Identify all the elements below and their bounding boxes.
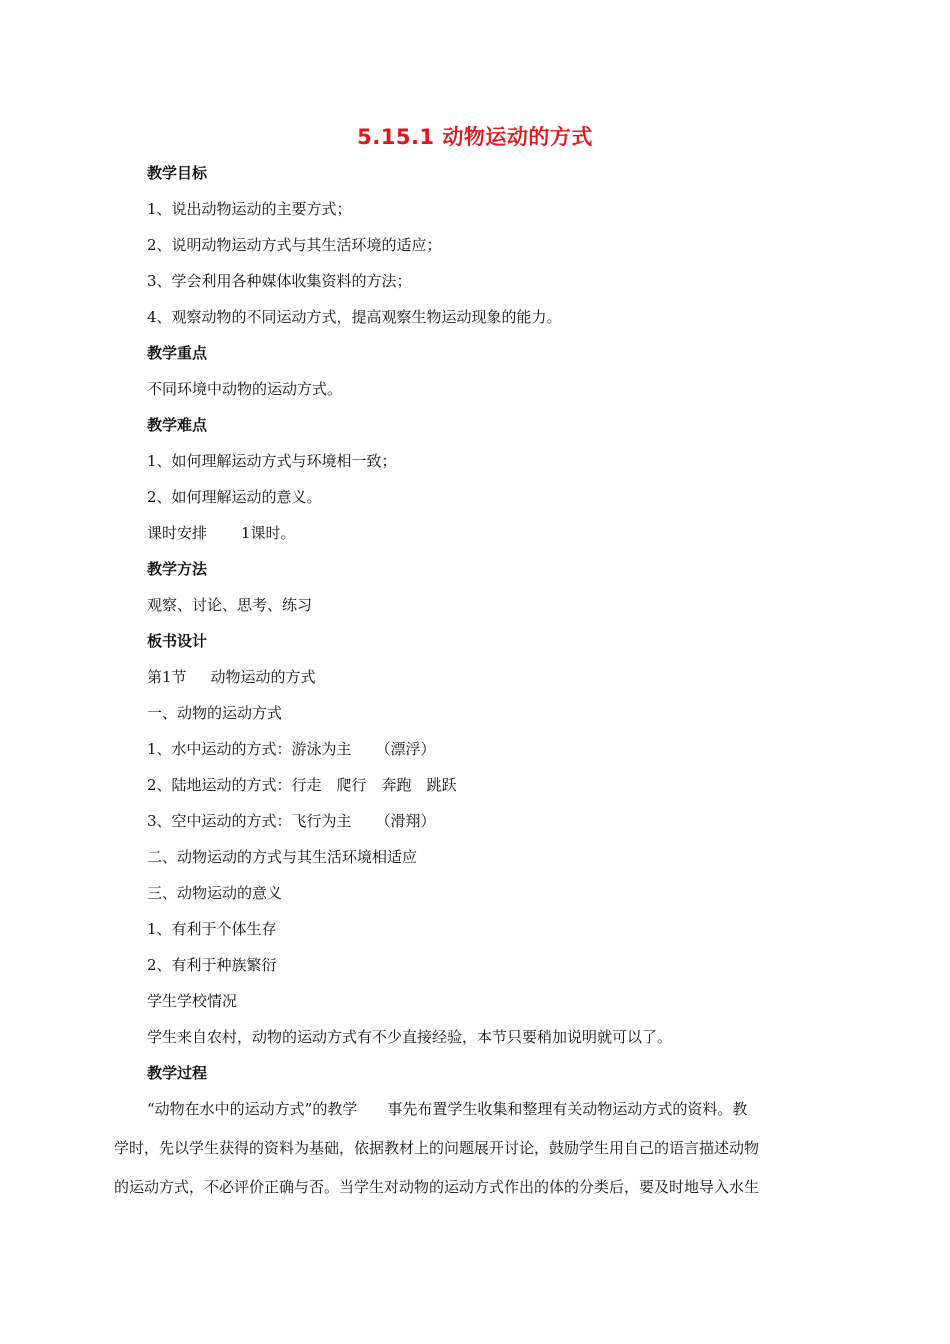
heading-teaching-goals: 教学目标: [147, 164, 208, 182]
difficulty-item-1: 1、如何理解运动方式与环境相一致；: [147, 452, 397, 470]
goal-item-3: 3、学会利用各种媒体收集资料的方法；: [147, 272, 412, 290]
board-water-text: 1、水中运动的方式：游泳为主: [147, 740, 352, 758]
process-paragraph-line-2: 学时，先以学生获得的资料为基础，依据教材上的问题展开讨论，鼓励学生用自己的语言描述动物: [114, 1139, 760, 1157]
board-item-water: [147, 739, 436, 759]
difficulty-item-2: 2、如何理解运动的意义。: [147, 488, 322, 506]
goal-item-2: 2、说明动物运动方式与其生活环境的适应；: [147, 236, 442, 254]
schedule-line: [147, 523, 296, 543]
process-para-1a: “动物在水中的运动方式”的教学: [147, 1100, 358, 1118]
heading-process: 教学过程: [147, 1064, 208, 1082]
heading-difficulties: 教学难点: [147, 416, 208, 434]
board-item-2: 二、动物运动的方式与其生活环境相适应: [147, 848, 418, 866]
board-item-air: [147, 811, 436, 831]
board-item-3: 三、动物运动的意义: [147, 884, 283, 902]
schedule-value: 1课时。: [241, 524, 296, 542]
process-para-1b: 事先布置学生收集和整理有关动物运动方式的资料。教: [387, 1100, 748, 1118]
board-air-note: （滑翔）: [375, 812, 436, 830]
key-point-text: 不同环境中动物的运动方式。: [147, 380, 343, 398]
student-situation-text: 学生来自农村，动物的运动方式有不少直接经验，本节只要稍加说明就可以了。: [147, 1028, 673, 1046]
board-item-land: 2、陆地运动的方式：行走 爬行 奔跑 跳跃: [147, 776, 457, 794]
goal-item-1: 1、说出动物运动的主要方式；: [147, 200, 352, 218]
process-paragraph-line-1: [147, 1099, 869, 1119]
board-item-1: 一、动物的运动方式: [147, 704, 283, 722]
heading-board-design: 板书设计: [147, 632, 208, 650]
heading-key-points: 教学重点: [147, 344, 208, 362]
board-air-text: 3、空中运动的方式：飞行为主: [147, 812, 352, 830]
board-section-number: 第1节: [147, 668, 187, 686]
board-meaning-2: 2、有利于种族繁衍: [147, 956, 277, 974]
board-water-note: （漂浮）: [375, 740, 436, 758]
schedule-label: 课时安排: [147, 524, 208, 542]
board-meaning-1: 1、有利于个体生存: [147, 920, 277, 938]
board-section-name: 动物运动的方式: [210, 668, 316, 686]
methods-text: 观察、讨论、思考、练习: [147, 596, 313, 614]
process-paragraph-line-3: 的运动方式，不必评价正确与否。当学生对动物的运动方式作出的体的分类后，要及时地导入水生: [114, 1178, 760, 1196]
document-title: 5.15.1 动物运动的方式: [357, 125, 593, 149]
goal-item-4: 4、观察动物的不同运动方式，提高观察生物运动现象的能力。: [147, 308, 562, 326]
student-situation-label: 学生学校情况: [147, 992, 238, 1010]
board-section-title: [147, 667, 316, 687]
heading-methods: 教学方法: [147, 560, 208, 578]
